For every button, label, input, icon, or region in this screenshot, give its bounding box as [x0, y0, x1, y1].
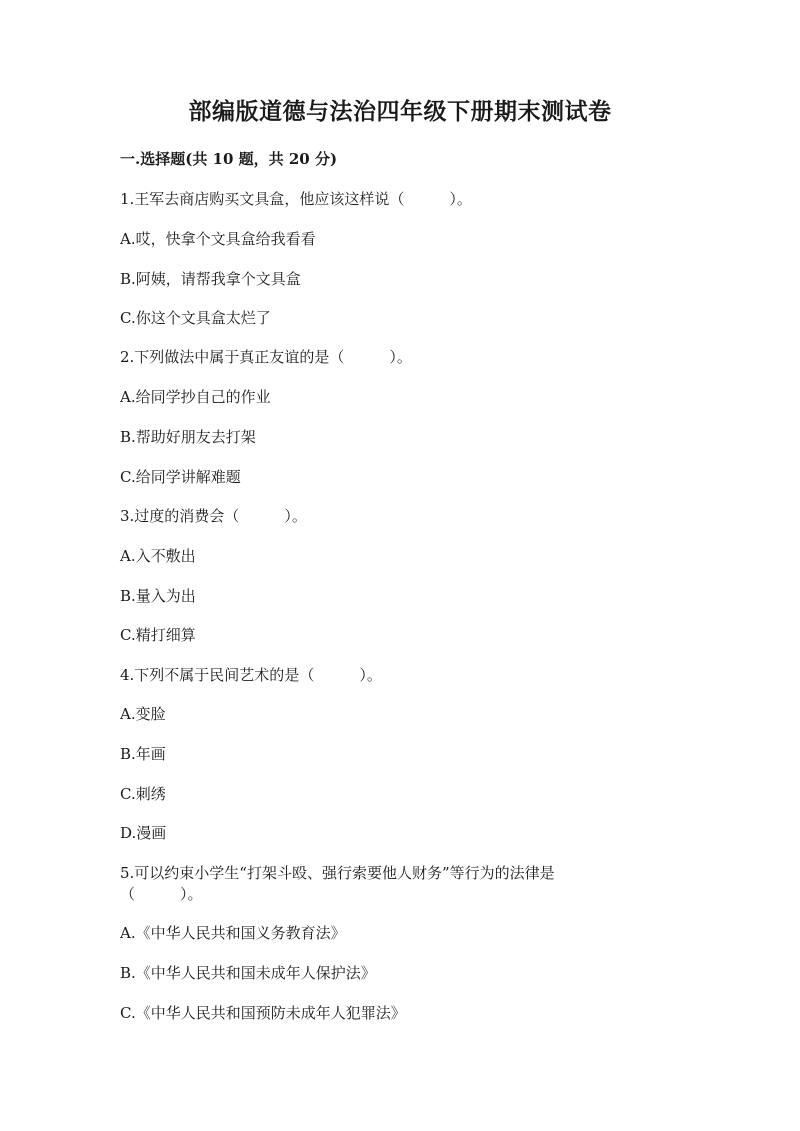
question-2-stem: 2.下列做法中属于真正友谊的是（ ）。 — [120, 348, 412, 366]
question-1-option-b: B.阿姨，请帮我拿个文具盒 — [120, 270, 301, 288]
section-heading: 一.选择题(共 10 题，共 20 分) — [120, 150, 338, 168]
question-2-option-c: C.给同学讲解难题 — [120, 468, 241, 486]
question-4-option-a: A.变脸 — [120, 705, 166, 723]
question-2-option-a: A.给同学抄自己的作业 — [120, 388, 271, 406]
question-4-option-d: D.漫画 — [120, 824, 167, 842]
question-1-option-a: A.哎，快拿个文具盒给我看看 — [120, 230, 316, 248]
question-5-stem-line-2: （ ）。 — [120, 885, 203, 903]
question-3-option-b: B.量入为出 — [120, 587, 196, 605]
question-4-stem: 4.下列不属于民间艺术的是（ ）。 — [120, 666, 382, 684]
question-5-stem-line-1: 5.可以约束小学生“打架斗殴、强行索要他人财务”等行为的法律是 — [120, 864, 555, 882]
page-title: 部编版道德与法治四年级下册期末测试卷 — [188, 98, 612, 125]
question-1-stem: 1.王军去商店购买文具盒，他应该这样说（ ）。 — [120, 190, 472, 208]
question-5-option-b: B.《中华人民共和国未成年人保护法》 — [120, 964, 376, 982]
question-5-option-a: A.《中华人民共和国义务教育法》 — [120, 924, 346, 942]
question-3-stem: 3.过度的消费会（ ）。 — [120, 507, 307, 525]
question-3-option-c: C.精打细算 — [120, 626, 196, 644]
question-3-option-a: A.入不敷出 — [120, 547, 196, 565]
question-2-option-b: B.帮助好朋友去打架 — [120, 428, 256, 446]
question-4-option-b: B.年画 — [120, 745, 166, 763]
question-5-option-c: C.《中华人民共和国预防未成年人犯罪法》 — [120, 1004, 406, 1022]
question-1-option-c: C.你这个文具盒太烂了 — [120, 309, 271, 327]
question-4-option-c: C.刺绣 — [120, 785, 166, 803]
